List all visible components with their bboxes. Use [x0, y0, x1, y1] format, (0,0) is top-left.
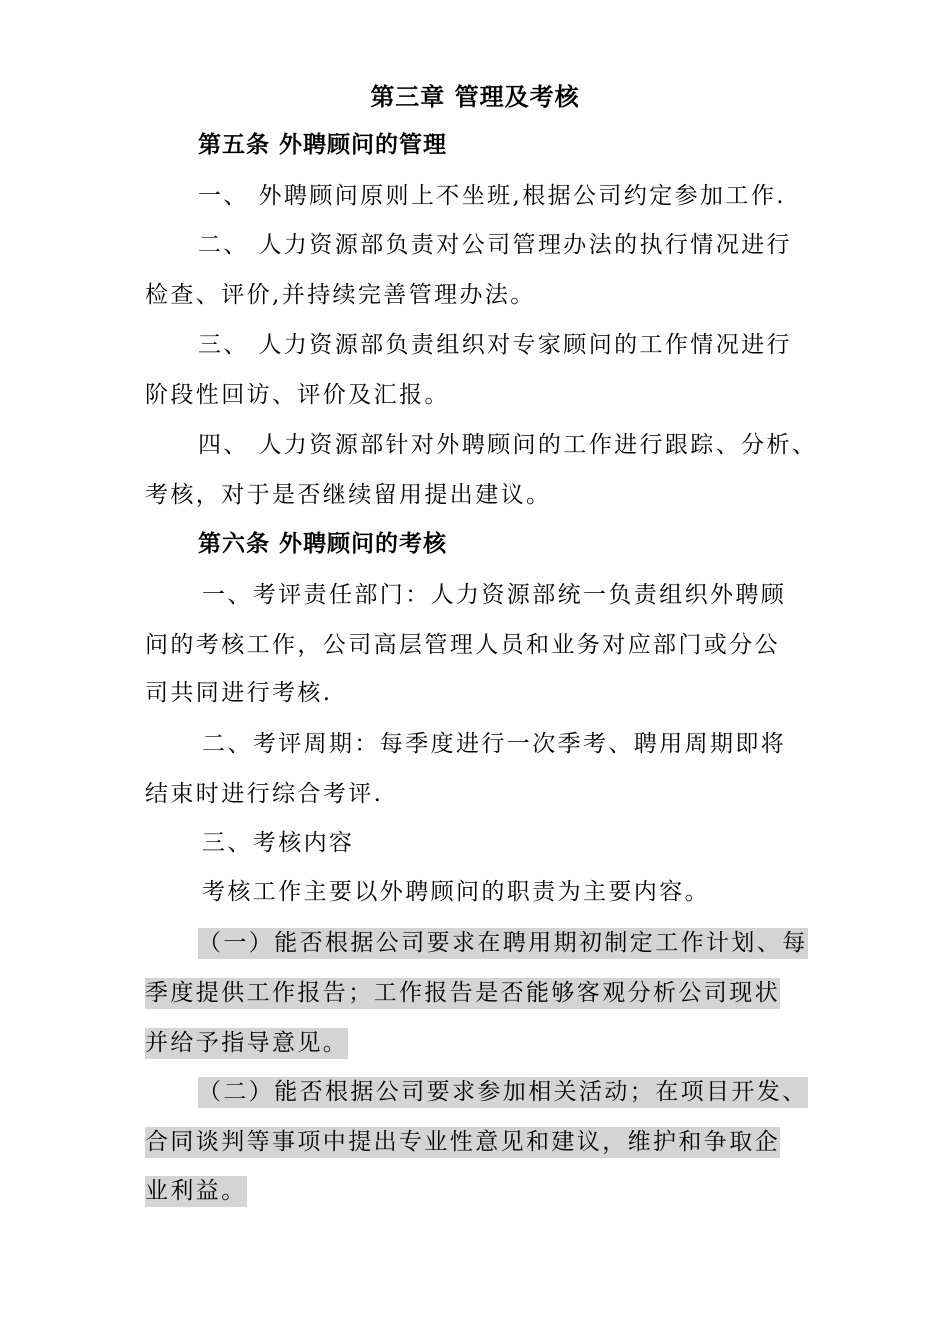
section-6-item-2-line-1: 二、考评周期：每季度进行一次季考、聘用周期即将 — [202, 731, 787, 757]
sub-item-1-line-1 — [198, 928, 808, 958]
section-6-item-3: 三、考核内容 — [202, 830, 355, 856]
highlighted-text: 合同谈判等事项中提出专业性意见和建议，维护和争取企 — [145, 1127, 780, 1158]
section-5-heading: 第五条 外聘顾问的管理 — [198, 131, 448, 158]
highlighted-text: 季度提供工作报告；工作报告是否能够客观分析公司现状 — [145, 978, 780, 1009]
highlighted-text: （二）能否根据公司要求参加相关活动；在项目开发、 — [198, 1077, 808, 1108]
section-5-item-3-line-2: 阶段性回访、评价及汇报。 — [145, 382, 450, 408]
section-5-item-4-line-1: 四、 人力资源部针对外聘顾问的工作进行跟踪、分析、 — [198, 432, 818, 458]
highlighted-text: 并给予指导意见。 — [145, 1028, 348, 1059]
section-6-item-1-line-1: 一、考评责任部门：人力资源部统一负责组织外聘顾 — [202, 582, 787, 608]
section-5-item-4-line-2: 考核，对于是否继续留用提出建议。 — [145, 482, 552, 508]
sub-item-1-line-2 — [145, 978, 780, 1008]
sub-item-1-line-3 — [145, 1028, 348, 1058]
section-5-item-3-line-1: 三、 人力资源部负责组织对专家顾问的工作情况进行 — [198, 332, 792, 358]
section-6-intro: 考核工作主要以外聘顾问的职责为主要内容。 — [202, 879, 710, 905]
section-5-item-1: 一、 外聘顾问原则上不坐班,根据公司约定参加工作. — [198, 183, 786, 209]
highlighted-text: （一）能否根据公司要求在聘用期初制定工作计划、每 — [198, 928, 808, 959]
sub-item-2-line-3 — [145, 1176, 247, 1206]
highlighted-text: 业利益。 — [145, 1176, 247, 1207]
section-6-heading: 第六条 外聘顾问的考核 — [198, 530, 448, 557]
sub-item-2-line-1 — [198, 1077, 808, 1107]
sub-item-2-line-2 — [145, 1127, 780, 1157]
section-6-item-1-line-2: 问的考核工作，公司高层管理人员和业务对应部门或分公 — [145, 632, 780, 658]
chapter-title: 第三章 管理及考核 — [370, 82, 580, 111]
section-5-item-2-line-2: 检查、评价,并持续完善管理办法。 — [145, 282, 536, 308]
section-5-item-2-line-1: 二、 人力资源部负责对公司管理办法的执行情况进行 — [198, 232, 792, 258]
section-6-item-1-line-3: 司共同进行考核. — [145, 680, 333, 706]
section-6-item-2-line-2: 结束时进行综合考评. — [145, 781, 384, 807]
